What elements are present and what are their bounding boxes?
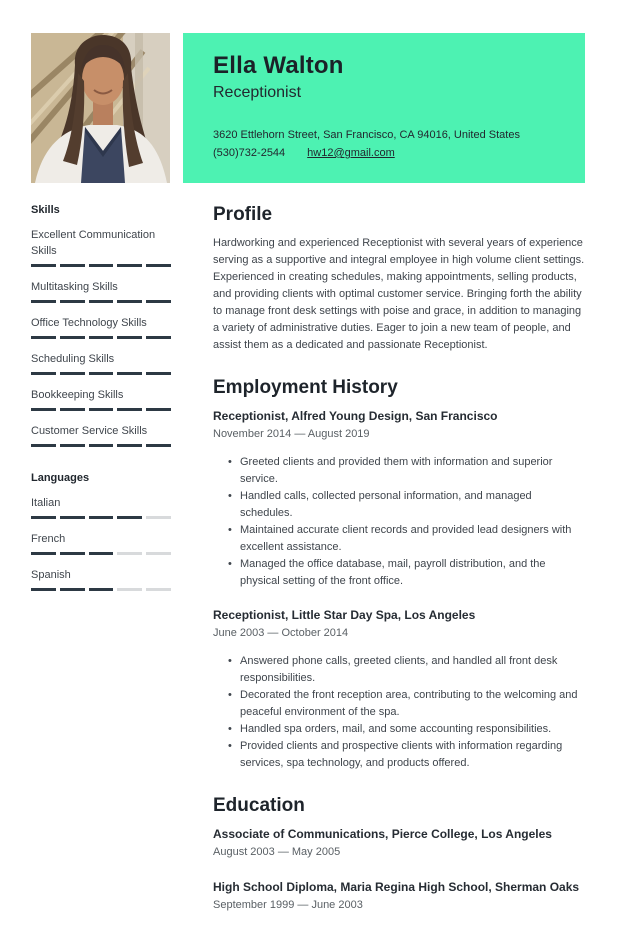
education-dates: September 1999 — June 2003	[213, 899, 363, 911]
job-dates: November 2014 — August 2019	[213, 428, 370, 440]
level-segment	[31, 588, 56, 591]
level-segment	[89, 588, 114, 591]
skill-level-bar	[31, 336, 171, 339]
level-segment	[60, 372, 85, 375]
level-segment	[60, 336, 85, 339]
language-item	[31, 495, 171, 519]
skill-label: Multitasking Skills	[31, 281, 118, 293]
language-level-bar	[31, 588, 171, 591]
language-item	[31, 567, 171, 591]
level-segment	[89, 300, 114, 303]
job-bullet: • Decorated the front reception area, contributing to the welcoming and peaceful environment of the spa.	[240, 687, 585, 721]
level-segment	[117, 300, 142, 303]
language-level-bar	[31, 516, 171, 519]
job-bullet: • Handled calls, collected personal information, and managed schedules.	[240, 488, 585, 522]
job-entry	[213, 607, 585, 772]
skill-level-bar	[31, 444, 171, 447]
level-segment	[60, 444, 85, 447]
resume-body	[31, 203, 585, 935]
level-segment	[146, 300, 171, 303]
level-segment	[31, 516, 56, 519]
skill-level-bar	[31, 300, 171, 303]
profile-section	[213, 203, 585, 354]
skills-list	[31, 227, 171, 447]
sidebar	[31, 203, 171, 935]
skill-label: Office Technology Skills	[31, 317, 147, 329]
address-line: 3620 Ettlehorn Street, San Francisco, CA 94016, United States	[213, 129, 520, 141]
level-segment	[89, 372, 114, 375]
level-segment	[89, 552, 114, 555]
language-label: Italian	[31, 497, 61, 509]
level-segment	[31, 408, 56, 411]
language-item	[31, 531, 171, 555]
job-title: Receptionist, Alfred Young Design, San Francisco	[213, 409, 498, 423]
level-segment	[60, 552, 85, 555]
languages-list	[31, 495, 171, 591]
level-segment	[117, 516, 142, 519]
portrait-illustration	[31, 33, 170, 183]
education-title: High School Diploma, Maria Regina High School, Sherman Oaks	[213, 880, 580, 894]
skills-section	[31, 203, 171, 447]
level-segment	[89, 264, 114, 267]
education-section	[213, 794, 585, 913]
languages-heading: Languages	[31, 472, 90, 484]
education-entry	[213, 826, 585, 860]
skill-item	[31, 387, 171, 411]
skills-heading: Skills	[31, 204, 60, 216]
job-bullet: • Answered phone calls, greeted clients, and handled all front desk responsibilities.	[240, 653, 585, 687]
level-segment	[146, 588, 171, 591]
level-segment	[146, 408, 171, 411]
job-entry	[213, 408, 585, 590]
level-segment	[89, 336, 114, 339]
level-segment	[31, 444, 56, 447]
job-bullet: • Greeted clients and provided them with information and superior service.	[240, 454, 585, 488]
header-block	[183, 33, 585, 183]
skill-item	[31, 351, 171, 375]
level-segment	[146, 516, 171, 519]
job-bullet: • Handled spa orders, mail, and some accounting responsibilities.	[240, 721, 585, 738]
level-segment	[146, 336, 171, 339]
language-label: French	[31, 533, 66, 545]
level-segment	[146, 372, 171, 375]
skill-item	[31, 227, 171, 267]
education-dates: August 2003 — May 2005	[213, 846, 341, 858]
skill-item	[31, 315, 171, 339]
education-heading: Education	[213, 795, 305, 816]
email-link[interactable]: hw12@gmail.com	[307, 147, 395, 159]
skill-label: Bookkeeping Skills	[31, 389, 124, 401]
level-segment	[117, 264, 142, 267]
job-dates: June 2003 — October 2014	[213, 627, 349, 639]
job-bullets	[240, 454, 585, 590]
level-segment	[60, 300, 85, 303]
level-segment	[117, 588, 142, 591]
job-bullet: • Maintained accurate client records and provided lead designers with excellent assistance.	[240, 522, 585, 556]
level-segment	[146, 264, 171, 267]
job-bullets	[240, 653, 585, 772]
level-segment	[89, 516, 114, 519]
level-segment	[31, 372, 56, 375]
level-segment	[31, 264, 56, 267]
level-segment	[117, 552, 142, 555]
skill-level-bar	[31, 264, 171, 267]
job-bullet: • Provided clients and prospective clients with information regarding services, spa technology, and products offered.	[240, 738, 585, 772]
level-segment	[117, 336, 142, 339]
skill-item	[31, 279, 171, 303]
applicant-photo	[31, 33, 170, 183]
language-label: Spanish	[31, 569, 71, 581]
skill-level-bar	[31, 408, 171, 411]
jobs-list	[213, 408, 585, 772]
job-title: Receptionist, Little Star Day Spa, Los Angeles	[213, 608, 476, 622]
education-list	[213, 826, 585, 913]
level-segment	[60, 588, 85, 591]
level-segment	[89, 408, 114, 411]
phone-email-line	[213, 145, 555, 162]
main-content	[213, 203, 585, 935]
employment-heading: Employment History	[213, 377, 398, 398]
skill-item	[31, 423, 171, 447]
applicant-name: Ella Walton	[213, 52, 344, 79]
level-segment	[60, 516, 85, 519]
profile-text: Hardworking and experienced Receptionist with several years of experience serving as a supportive and integral employee in high volume client settings. Experienced in creating schedules, making appointments, selling products, and providing clients with optimal customer service. Bringing forth the ability to manage front desk settings with poise and grace, in addition to managing a variety of administrative duties. Eager to join a new team of people, and assist them as a dedicated and passionate Receptionist.	[213, 237, 585, 351]
phone-number: (530)732-2544	[213, 147, 286, 159]
contact-info	[213, 127, 555, 162]
level-segment	[60, 264, 85, 267]
languages-section	[31, 471, 171, 591]
skill-level-bar	[31, 372, 171, 375]
education-title: Associate of Communications, Pierce College, Los Angeles	[213, 827, 552, 841]
employment-section	[213, 376, 585, 772]
level-segment	[117, 372, 142, 375]
level-segment	[31, 336, 56, 339]
level-segment	[60, 408, 85, 411]
level-segment	[117, 444, 142, 447]
language-level-bar	[31, 552, 171, 555]
profile-heading: Profile	[213, 204, 273, 225]
education-entry	[213, 879, 585, 913]
job-bullet: • Managed the office database, mail, payroll distribution, and the physical setting of the front office.	[240, 556, 585, 590]
skill-label: Excellent Communication Skills	[31, 229, 156, 257]
level-segment	[89, 444, 114, 447]
applicant-job-title: Receptionist	[213, 84, 302, 101]
skill-label: Customer Service Skills	[31, 425, 148, 437]
level-segment	[31, 300, 56, 303]
level-segment	[117, 408, 142, 411]
level-segment	[146, 552, 171, 555]
level-segment	[31, 552, 56, 555]
level-segment	[146, 444, 171, 447]
skill-label: Scheduling Skills	[31, 353, 115, 365]
